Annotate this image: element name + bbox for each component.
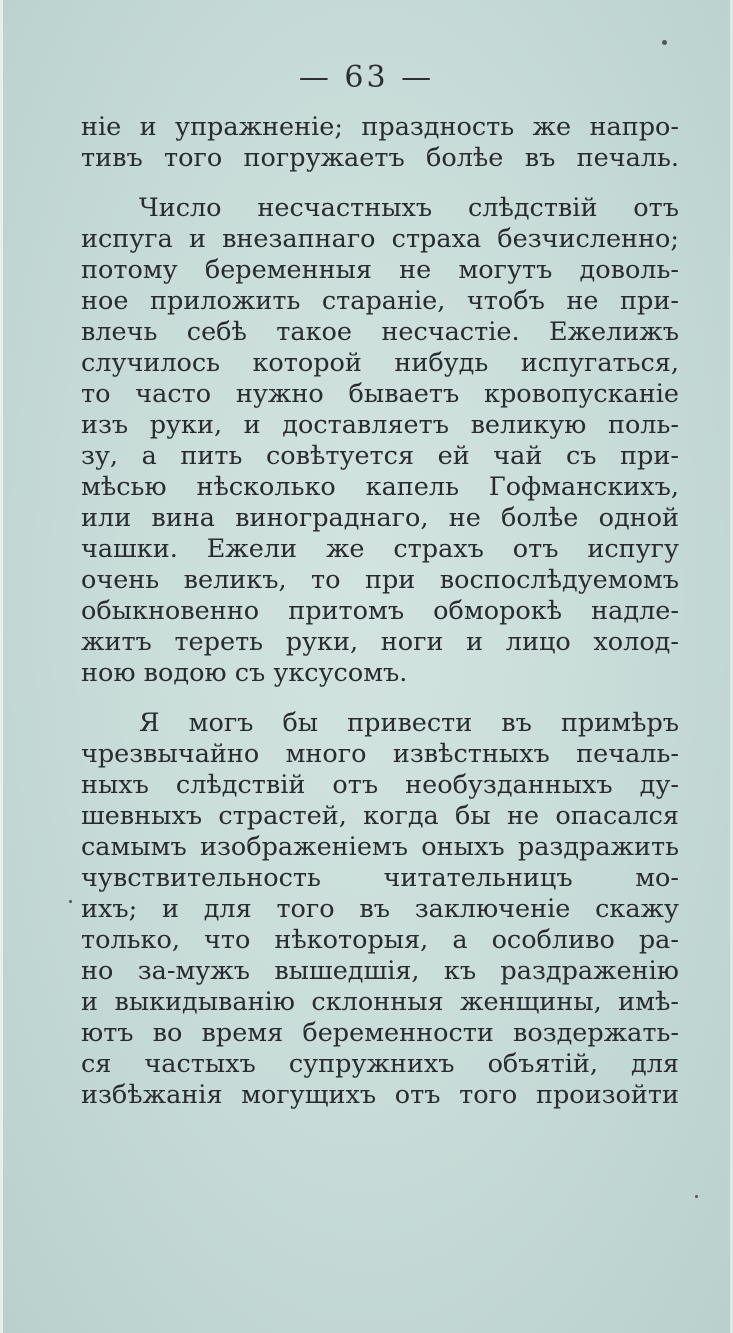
text-line: мѣсью нѣсколько капель Гофманскихъ,	[81, 472, 679, 502]
text-line: очень великъ, то при воспослѣдуемомъ	[81, 565, 679, 595]
text-line: случилось которой нибудь испугаться,	[81, 348, 679, 378]
text-line: чувствительность читательницъ мо-	[81, 863, 679, 893]
paragraph-1	[81, 112, 679, 174]
paper-speck	[662, 40, 667, 45]
paragraph-3	[81, 708, 679, 1111]
text-line: тивъ того погружаетъ болѣе въ печаль.	[81, 143, 679, 173]
text-line: изъ руки, и доставляетъ великую поль-	[81, 410, 679, 440]
text-line: но за-мужъ вышедшія, къ раздраженію	[81, 956, 679, 986]
text-line: самымъ изображеніемъ оныхъ раздражить	[81, 832, 679, 862]
text-line: Число несчастныхъ слѣдствій отъ	[139, 193, 679, 223]
text-line: ся частыхъ супружнихъ объятій, для	[81, 1049, 679, 1079]
page-number: — 63 —	[298, 60, 435, 95]
text-line: испуга и внезапнаго страха безчисленно;	[81, 224, 679, 254]
text-line: чашки. Ежели же страхъ отъ испугу	[81, 534, 679, 564]
text-line: ихъ; и для того въ заключеніе скажу	[81, 894, 679, 924]
text-line: и выкидыванію склонныя женщины, имѣ-	[81, 987, 679, 1017]
text-line: влечь себѣ такое несчастіе. Ежелижъ	[81, 317, 679, 347]
body-text	[81, 112, 679, 1111]
text-line: шевныхъ страстей, когда бы не опасался	[81, 801, 679, 831]
text-line: чрезвычайно много извѣстныхъ печаль-	[81, 739, 679, 769]
text-line: ною водою съ уксусомъ.	[81, 658, 408, 688]
text-line: ное приложить стараніе, чтобъ не при-	[81, 286, 679, 316]
text-line: потому беременныя не могутъ доволь-	[81, 255, 679, 285]
text-line: ніе и упражненіе; праздность же напро-	[81, 112, 679, 142]
text-line: обыкновенно притомъ обморокѣ надле-	[81, 596, 679, 626]
text-line: ютъ во время беременности воздержать-	[81, 1018, 679, 1048]
paper-speck	[69, 900, 72, 903]
text-line: или вина винограднаго, не болѣе одной	[81, 503, 679, 533]
text-line: избѣжанія могущихъ отъ того произойти	[81, 1080, 679, 1110]
text-line: житъ тереть руки, ноги и лицо холод-	[81, 627, 679, 657]
text-line: то часто нужно бываетъ кровопусканіе	[81, 379, 679, 409]
text-line: только, что нѣкоторыя, а особливо ра-	[81, 925, 679, 955]
paragraph-2	[81, 193, 679, 689]
text-line: ныхъ слѣдствій отъ необузданныхъ ду-	[81, 770, 679, 800]
text-line: зу, а пить совѣтуется ей чай съ при-	[81, 441, 679, 471]
text-line: Я могъ бы привести въ примѣръ	[139, 708, 679, 738]
paper-speck	[695, 1195, 698, 1198]
